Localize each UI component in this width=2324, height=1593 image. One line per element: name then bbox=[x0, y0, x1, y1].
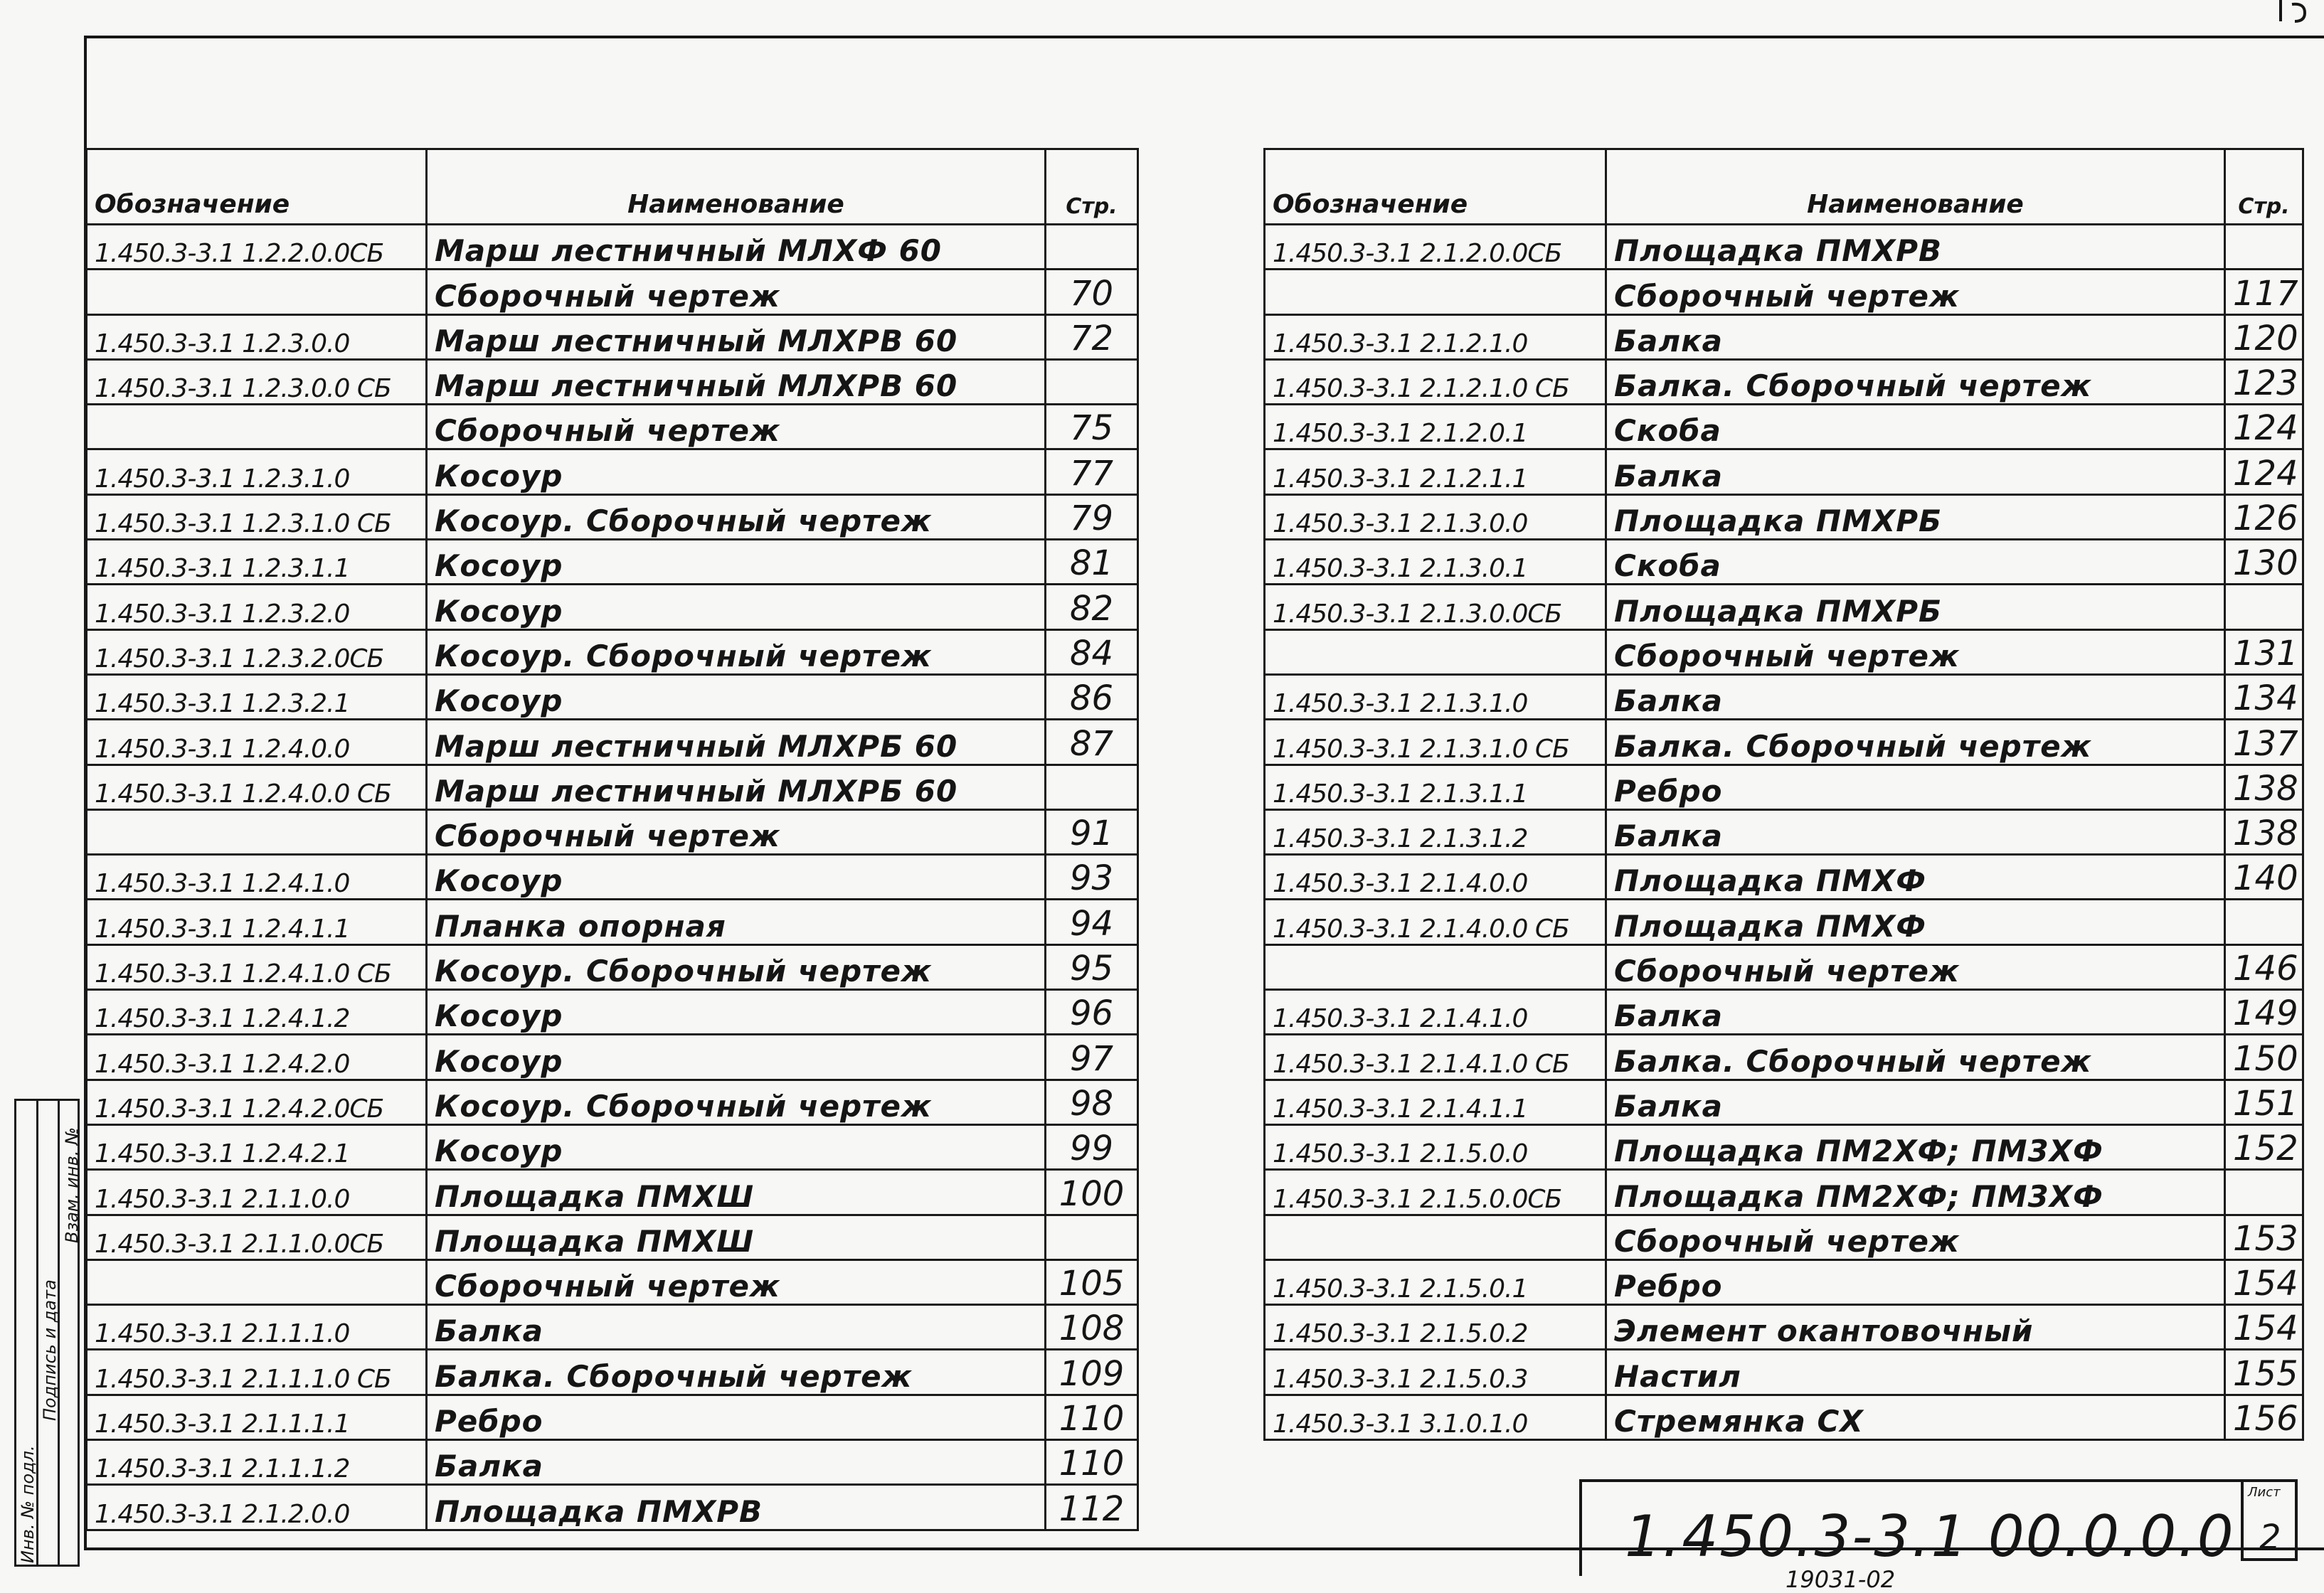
row-code: 1.450.3-3.1 2.1.1.1.2 bbox=[87, 1440, 427, 1485]
row-page: 124 bbox=[2225, 405, 2303, 449]
row-page: 96 bbox=[1046, 990, 1138, 1035]
row-name: Ребро bbox=[427, 1395, 1046, 1439]
archive-number: 19031-02 bbox=[1786, 1566, 1896, 1593]
table-row bbox=[1265, 1259, 2303, 1304]
row-code: 1.450.3-3.1 1.2.3.2.0 bbox=[87, 585, 427, 629]
row-page: 109 bbox=[1046, 1350, 1138, 1395]
row-page bbox=[2225, 900, 2303, 944]
row-page: 149 bbox=[2225, 990, 2303, 1035]
row-name: Настил bbox=[1606, 1350, 2225, 1395]
row-code: 1.450.3-3.1 1.2.4.1.1 bbox=[87, 900, 427, 944]
row-page: 77 bbox=[1046, 449, 1138, 494]
row-page: 86 bbox=[1046, 674, 1138, 719]
row-code: 1.450.3-3.1 2.1.1.1.0 bbox=[87, 1305, 427, 1350]
row-page: 137 bbox=[2225, 720, 2303, 764]
corner-mark bbox=[2276, 0, 2319, 28]
row-code bbox=[87, 270, 427, 314]
sheet-number-box bbox=[2241, 1479, 2298, 1561]
row-page bbox=[1046, 225, 1138, 270]
row-page: 138 bbox=[2225, 764, 2303, 809]
header-page: Стр. bbox=[1046, 149, 1138, 225]
row-code: 1.450.3-3.1 2.1.3.0.0 bbox=[1265, 494, 1606, 539]
table-row bbox=[87, 359, 1138, 404]
row-page bbox=[1046, 764, 1138, 809]
row-name: Балка. Сборочный чертеж bbox=[1606, 1035, 2225, 1080]
side-strip bbox=[14, 1099, 80, 1567]
table-row bbox=[87, 270, 1138, 314]
table-row bbox=[1265, 1124, 2303, 1169]
table-row bbox=[1265, 540, 2303, 585]
row-code bbox=[1265, 1215, 1606, 1259]
table-row bbox=[1265, 1350, 2303, 1395]
table-row bbox=[87, 585, 1138, 629]
table-row bbox=[87, 405, 1138, 449]
row-code: 1.450.3-3.1 2.1.5.0.0СБ bbox=[1265, 1170, 1606, 1215]
sheet-label: Лист bbox=[2248, 1485, 2281, 1500]
table-row bbox=[87, 540, 1138, 585]
row-name: Площадка ПМХФ bbox=[1606, 900, 2225, 944]
row-name: Косоур bbox=[427, 1035, 1046, 1080]
row-page: 72 bbox=[1046, 314, 1138, 359]
row-name: Косоур bbox=[427, 855, 1046, 900]
header-row bbox=[1265, 149, 2303, 225]
row-name: Площадка ПМХРБ bbox=[1606, 585, 2225, 629]
row-name: Площадка ПМХШ bbox=[427, 1215, 1046, 1259]
row-page: 146 bbox=[2225, 944, 2303, 989]
row-page: 140 bbox=[2225, 855, 2303, 900]
row-name: Марш лестничный МЛХРБ 60 bbox=[427, 720, 1046, 764]
row-code bbox=[87, 1259, 427, 1304]
side-label-replace: Взам. инв. № bbox=[62, 1127, 82, 1243]
table-row bbox=[1265, 1170, 2303, 1215]
row-page: 156 bbox=[2225, 1395, 2303, 1439]
left-spec-table bbox=[85, 148, 1139, 1531]
table-row bbox=[87, 1485, 1138, 1530]
row-page: 97 bbox=[1046, 1035, 1138, 1080]
row-code: 1.450.3-3.1 1.2.3.1.0 СБ bbox=[87, 494, 427, 539]
row-name: Сборочный чертеж bbox=[1606, 944, 2225, 989]
row-code: 1.450.3-3.1 1.2.2.0.0СБ bbox=[87, 225, 427, 270]
row-code: 1.450.3-3.1 2.1.4.0.0 СБ bbox=[1265, 900, 1606, 944]
row-page: 100 bbox=[1046, 1170, 1138, 1215]
row-page: 151 bbox=[2225, 1080, 2303, 1124]
row-code: 1.450.3-3.1 1.2.4.1.0 СБ bbox=[87, 944, 427, 989]
row-name: Балка bbox=[1606, 449, 2225, 494]
table-row bbox=[1265, 1305, 2303, 1350]
table-row bbox=[87, 855, 1138, 900]
row-name: Ребро bbox=[1606, 764, 2225, 809]
row-code bbox=[1265, 629, 1606, 674]
table-row bbox=[1265, 764, 2303, 809]
row-code: 1.450.3-3.1 1.2.4.2.1 bbox=[87, 1124, 427, 1169]
row-code: 1.450.3-3.1 1.2.3.0.0 bbox=[87, 314, 427, 359]
header-row bbox=[87, 149, 1138, 225]
row-code: 1.450.3-3.1 1.2.4.0.0 bbox=[87, 720, 427, 764]
row-code: 1.450.3-3.1 2.1.1.1.1 bbox=[87, 1395, 427, 1439]
row-page: 134 bbox=[2225, 674, 2303, 719]
row-page: 112 bbox=[1046, 1485, 1138, 1530]
row-name: Марш лестничный МЛХРВ 60 bbox=[427, 314, 1046, 359]
header-name: Наименование bbox=[427, 149, 1046, 225]
table-row bbox=[1265, 405, 2303, 449]
row-name: Скоба bbox=[1606, 540, 2225, 585]
header-code: Обозначение bbox=[1265, 149, 1606, 225]
table-row bbox=[87, 1080, 1138, 1124]
row-page bbox=[1046, 359, 1138, 404]
row-page: 123 bbox=[2225, 359, 2303, 404]
row-name: Балка bbox=[1606, 314, 2225, 359]
row-page: 81 bbox=[1046, 540, 1138, 585]
row-name: Балка bbox=[427, 1305, 1046, 1350]
row-page: 155 bbox=[2225, 1350, 2303, 1395]
row-code: 1.450.3-3.1 2.1.2.1.1 bbox=[1265, 449, 1606, 494]
row-name: Косоур bbox=[427, 1124, 1046, 1169]
row-name: Косоур bbox=[427, 674, 1046, 719]
row-code: 1.450.3-3.1 2.1.1.0.0 bbox=[87, 1170, 427, 1215]
table-row bbox=[1265, 449, 2303, 494]
row-page bbox=[1046, 1215, 1138, 1259]
title-block bbox=[1579, 1479, 2241, 1576]
row-name: Косоур bbox=[427, 449, 1046, 494]
row-page bbox=[2225, 1170, 2303, 1215]
row-name: Площадка ПМХРВ bbox=[427, 1485, 1046, 1530]
row-page: 117 bbox=[2225, 270, 2303, 314]
row-code: 1.450.3-3.1 1.2.3.1.0 bbox=[87, 449, 427, 494]
row-code: 1.450.3-3.1 2.1.4.1.1 bbox=[1265, 1080, 1606, 1124]
table-row bbox=[1265, 1080, 2303, 1124]
row-name: Сборочный чертеж bbox=[427, 270, 1046, 314]
row-code: 1.450.3-3.1 1.2.4.2.0СБ bbox=[87, 1080, 427, 1124]
row-name: Сборочный чертеж bbox=[1606, 1215, 2225, 1259]
table-row bbox=[1265, 585, 2303, 629]
row-name: Балка bbox=[1606, 809, 2225, 854]
header-page: Стр. bbox=[2225, 149, 2303, 225]
row-page: 94 bbox=[1046, 900, 1138, 944]
table-row bbox=[87, 1124, 1138, 1169]
row-code: 1.450.3-3.1 3.1.0.1.0 bbox=[1265, 1395, 1606, 1439]
row-name: Косоур. Сборочный чертеж bbox=[427, 629, 1046, 674]
table-row bbox=[1265, 1215, 2303, 1259]
row-name: Сборочный чертеж bbox=[427, 1259, 1046, 1304]
row-code bbox=[87, 405, 427, 449]
table-row bbox=[87, 764, 1138, 809]
table-row bbox=[1265, 809, 2303, 854]
row-page: 110 bbox=[1046, 1440, 1138, 1485]
row-name: Скоба bbox=[1606, 405, 2225, 449]
row-code: 1.450.3-3.1 2.1.5.0.1 bbox=[1265, 1259, 1606, 1304]
row-page: 154 bbox=[2225, 1305, 2303, 1350]
table-row bbox=[87, 674, 1138, 719]
table-row bbox=[1265, 720, 2303, 764]
row-code: 1.450.3-3.1 2.1.3.1.2 bbox=[1265, 809, 1606, 854]
row-page bbox=[2225, 225, 2303, 270]
table-row bbox=[87, 314, 1138, 359]
row-code bbox=[1265, 270, 1606, 314]
table-row bbox=[1265, 855, 2303, 900]
row-name: Балка. Сборочный чертеж bbox=[427, 1350, 1046, 1395]
table-row bbox=[87, 1215, 1138, 1259]
row-page: 87 bbox=[1046, 720, 1138, 764]
row-name: Балка. Сборочный чертеж bbox=[1606, 720, 2225, 764]
side-label-inv: Инв. № подл. bbox=[18, 1445, 38, 1563]
row-name: Площадка ПМ2ХФ; ПМ3ХФ bbox=[1606, 1124, 2225, 1169]
row-code: 1.450.3-3.1 1.2.4.2.0 bbox=[87, 1035, 427, 1080]
table-row bbox=[1265, 494, 2303, 539]
row-code: 1.450.3-3.1 2.1.1.0.0СБ bbox=[87, 1215, 427, 1259]
row-code: 1.450.3-3.1 2.1.1.1.0 СБ bbox=[87, 1350, 427, 1395]
row-page: 152 bbox=[2225, 1124, 2303, 1169]
table-row bbox=[87, 225, 1138, 270]
row-code: 1.450.3-3.1 2.1.3.1.1 bbox=[1265, 764, 1606, 809]
row-code: 1.450.3-3.1 2.1.4.1.0 СБ bbox=[1265, 1035, 1606, 1080]
table-row bbox=[87, 720, 1138, 764]
row-code: 1.450.3-3.1 2.1.2.0.0СБ bbox=[1265, 225, 1606, 270]
row-page: 98 bbox=[1046, 1080, 1138, 1124]
row-page: 126 bbox=[2225, 494, 2303, 539]
table-row bbox=[1265, 270, 2303, 314]
row-name: Балка bbox=[1606, 990, 2225, 1035]
row-page: 110 bbox=[1046, 1395, 1138, 1439]
table-row bbox=[1265, 629, 2303, 674]
row-code bbox=[87, 809, 427, 854]
row-name: Сборочный чертеж bbox=[427, 809, 1046, 854]
row-code: 1.450.3-3.1 1.2.3.2.1 bbox=[87, 674, 427, 719]
row-page: 75 bbox=[1046, 405, 1138, 449]
header-name: Наименование bbox=[1606, 149, 2225, 225]
row-page: 79 bbox=[1046, 494, 1138, 539]
row-code: 1.450.3-3.1 2.1.2.0.0 bbox=[87, 1485, 427, 1530]
table-row bbox=[1265, 900, 2303, 944]
row-code: 1.450.3-3.1 1.2.3.0.0 СБ bbox=[87, 359, 427, 404]
table-row bbox=[1265, 674, 2303, 719]
row-name: Марш лестничный МЛХФ 60 bbox=[427, 225, 1046, 270]
table-row bbox=[1265, 1395, 2303, 1439]
row-code: 1.450.3-3.1 1.2.4.1.0 bbox=[87, 855, 427, 900]
row-name: Балка. Сборочный чертеж bbox=[1606, 359, 2225, 404]
row-page: 99 bbox=[1046, 1124, 1138, 1169]
table-row bbox=[87, 494, 1138, 539]
row-code: 1.450.3-3.1 2.1.5.0.3 bbox=[1265, 1350, 1606, 1395]
table-row bbox=[87, 990, 1138, 1035]
table-row bbox=[1265, 1035, 2303, 1080]
row-page: 105 bbox=[1046, 1259, 1138, 1304]
row-name: Марш лестничный МЛХРБ 60 bbox=[427, 764, 1046, 809]
row-page bbox=[2225, 585, 2303, 629]
table-row bbox=[87, 1395, 1138, 1439]
row-page: 91 bbox=[1046, 809, 1138, 854]
side-label-signature: Подпись и дата bbox=[40, 1279, 60, 1421]
row-name: Площадка ПМХРВ bbox=[1606, 225, 2225, 270]
row-name: Площадка ПМХШ bbox=[427, 1170, 1046, 1215]
table-row bbox=[1265, 359, 2303, 404]
table-row bbox=[87, 449, 1138, 494]
row-page: 84 bbox=[1046, 629, 1138, 674]
row-name: Марш лестничный МЛХРВ 60 bbox=[427, 359, 1046, 404]
table-row bbox=[87, 1035, 1138, 1080]
row-page: 70 bbox=[1046, 270, 1138, 314]
row-page: 95 bbox=[1046, 944, 1138, 989]
row-code: 1.450.3-3.1 1.2.4.0.0 СБ bbox=[87, 764, 427, 809]
sheet-number: 2 bbox=[2259, 1518, 2281, 1557]
row-code: 1.450.3-3.1 2.1.2.0.1 bbox=[1265, 405, 1606, 449]
row-page: 131 bbox=[2225, 629, 2303, 674]
row-name: Косоур bbox=[427, 990, 1046, 1035]
row-page: 138 bbox=[2225, 809, 2303, 854]
header-code: Обозначение bbox=[87, 149, 427, 225]
right-spec-table bbox=[1263, 148, 2304, 1441]
row-code: 1.450.3-3.1 2.1.5.0.2 bbox=[1265, 1305, 1606, 1350]
row-name: Ребро bbox=[1606, 1259, 2225, 1304]
row-code: 1.450.3-3.1 2.1.3.1.0 СБ bbox=[1265, 720, 1606, 764]
row-code: 1.450.3-3.1 2.1.2.1.0 СБ bbox=[1265, 359, 1606, 404]
table-row bbox=[1265, 225, 2303, 270]
row-page: 130 bbox=[2225, 540, 2303, 585]
row-code: 1.450.3-3.1 2.1.4.1.0 bbox=[1265, 990, 1606, 1035]
row-code: 1.450.3-3.1 2.1.4.0.0 bbox=[1265, 855, 1606, 900]
row-code: 1.450.3-3.1 2.1.3.0.0СБ bbox=[1265, 585, 1606, 629]
row-name: Балка bbox=[1606, 674, 2225, 719]
row-code: 1.450.3-3.1 2.1.3.0.1 bbox=[1265, 540, 1606, 585]
row-name: Сборочный чертеж bbox=[1606, 629, 2225, 674]
row-code: 1.450.3-3.1 2.1.5.0.0 bbox=[1265, 1124, 1606, 1169]
row-code: 1.450.3-3.1 1.2.3.1.1 bbox=[87, 540, 427, 585]
row-name: Косоур bbox=[427, 585, 1046, 629]
row-name: Площадка ПМХФ bbox=[1606, 855, 2225, 900]
row-page: 154 bbox=[2225, 1259, 2303, 1304]
table-row bbox=[87, 944, 1138, 989]
row-name: Балка bbox=[427, 1440, 1046, 1485]
row-page: 150 bbox=[2225, 1035, 2303, 1080]
row-name: Сборочный чертеж bbox=[427, 405, 1046, 449]
row-code bbox=[1265, 944, 1606, 989]
row-name: Стремянка СХ bbox=[1606, 1395, 2225, 1439]
row-page: 124 bbox=[2225, 449, 2303, 494]
table-row bbox=[87, 1440, 1138, 1485]
row-code: 1.450.3-3.1 1.2.3.2.0СБ bbox=[87, 629, 427, 674]
table-row bbox=[1265, 314, 2303, 359]
row-code: 1.450.3-3.1 1.2.4.1.2 bbox=[87, 990, 427, 1035]
table-row bbox=[87, 1170, 1138, 1215]
table-row bbox=[1265, 944, 2303, 989]
row-page: 120 bbox=[2225, 314, 2303, 359]
row-page: 93 bbox=[1046, 855, 1138, 900]
row-code: 1.450.3-3.1 2.1.2.1.0 bbox=[1265, 314, 1606, 359]
table-row bbox=[87, 629, 1138, 674]
row-code: 1.450.3-3.1 2.1.3.1.0 bbox=[1265, 674, 1606, 719]
table-row bbox=[1265, 990, 2303, 1035]
row-name: Косоур. Сборочный чертеж bbox=[427, 1080, 1046, 1124]
table-row bbox=[87, 1350, 1138, 1395]
row-name: Площадка ПМ2ХФ; ПМ3ХФ bbox=[1606, 1170, 2225, 1215]
table-row bbox=[87, 900, 1138, 944]
row-name: Площадка ПМХРБ bbox=[1606, 494, 2225, 539]
row-page: 108 bbox=[1046, 1305, 1138, 1350]
row-name: Элемент окантовочный bbox=[1606, 1305, 2225, 1350]
table-row bbox=[87, 1305, 1138, 1350]
row-name: Косоур bbox=[427, 540, 1046, 585]
row-name: Косоур. Сборочный чертеж bbox=[427, 494, 1046, 539]
document-code: 1.450.3-3.1 00.0.0.0 bbox=[1625, 1503, 2235, 1570]
row-name: Сборочный чертеж bbox=[1606, 270, 2225, 314]
table-row bbox=[87, 809, 1138, 854]
table-row bbox=[87, 1259, 1138, 1304]
row-name: Косоур. Сборочный чертеж bbox=[427, 944, 1046, 989]
row-name: Балка bbox=[1606, 1080, 2225, 1124]
row-page: 82 bbox=[1046, 585, 1138, 629]
row-name: Планка опорная bbox=[427, 900, 1046, 944]
row-page: 153 bbox=[2225, 1215, 2303, 1259]
